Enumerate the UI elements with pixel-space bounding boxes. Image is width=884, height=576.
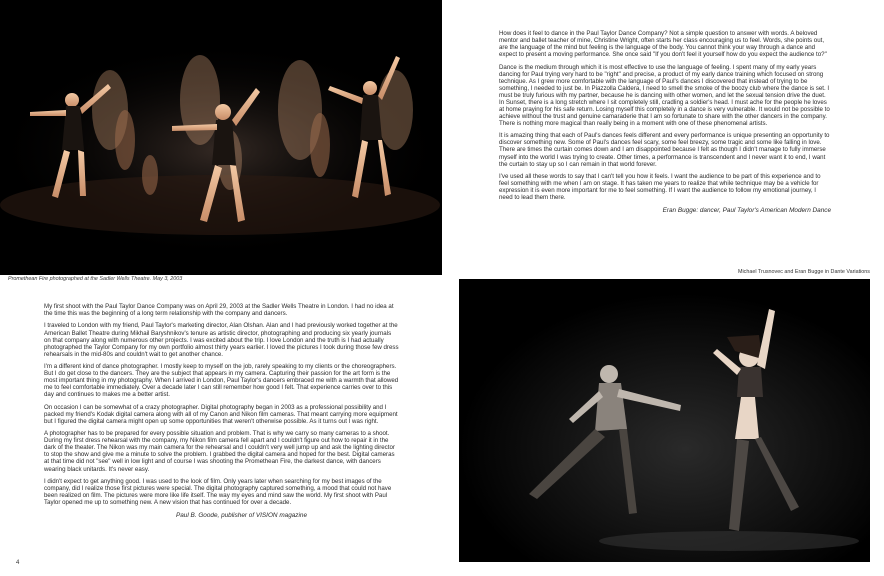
essay-paragraph: Dance is the medium through which it is most effective to use the language of feeling. I spent many of my early years dancing for Paul trying very hard to be "right" and precise, a product of my early dance training which focused on strong technique. As I grew more comfortable with the language of Paul's dances I discovered that instead of trying to be something, I needed to just be. In Piazzolla Caldera, I need to smell the smoke of the boozy club where the dance is set. I must be truly furious with my partner, because he is dancing with other women, and let the sexual tension drive the duet. In Sunset, there is a long stretch where I sit completely still, cradling a soldier's head. I must ache for the people he loves at home praying for his safe return. Losing myself this completely in a dance is very vulnerable. It would not be possible to achieve without the trust and genuine camaraderie that I am so fortunate to share with the other dancers in the company. There is nothing more magical than really being in a moment with one of these phenomenal artists.: [499, 63, 830, 127]
dancer-signature: Eran Bugge: dancer, Paul Taylor's American Modern Dance: [662, 206, 831, 214]
essay-paragraph: I didn't expect to get anything good. I was used to the look of film. Only years later when searching for my best images of the company, did I realize those first pictures were special. The digital photography captured something, a mood that could not have been realized on film. The pictures were more like life itself. The way my eyes and mind saw the world. My first shoot with Paul Taylor opened me up to something new. A new vision that has continued for over a decade.: [44, 477, 392, 507]
dancers-image: [0, 0, 442, 275]
duet-image: [459, 279, 870, 562]
essay-paragraph: On occasion I can be somewhat of a crazy photographer. Digital photography began in 2003 as a professional possibility and I packed my friend's Kodak digital camera along with all of my Canon and Nikon film cameras. That meant carrying more equipment but I figured the digital camera might open up some opportunities that weren't otherwise possible. As it turns out I was right.: [44, 403, 398, 425]
essay-paragraph: My first shoot with the Paul Taylor Dance Company was on April 29, 2003 at the Sadler Wells Theatre in London. I had no idea at the time this was the beginning of a long term relationship with the company and dancers.: [44, 303, 394, 318]
essay-paragraph: I'm a different kind of dance photographer. I mostly keep to myself on the job, rarely speaking to my clients or the choreographers. But I do get close to the dancers. They are the subject that appears in my camera. Capturing their passion for the art form is the most important thing in my photography. When I arrived in London, Paul Taylor's dancers embraced me with a warmth that allowed me to feel comfortable immediately. Over a decade later I can still remember how good I felt. That experience carries over to this day and continues to makes me a better artist.: [44, 363, 399, 399]
dante-variations-photo: [459, 279, 870, 562]
photo-caption-bottom: Michael Trusnovec and Eran Bugge in Dante Variations: [737, 269, 870, 275]
photographer-signature: Paul B. Goode, publisher of VISION magazine: [175, 511, 308, 519]
essay-paragraph: I've used all these words to say that I can't tell you how it feels. I want the audience to be part of this experience and to feel something with me when I am on stage. It has taken me years to realize that while technique may be a vehicle for expression it is even more important for me to feel something. If I want the audience to follow my emotional journey, I need to lead them there.: [499, 173, 821, 202]
page-number: 4: [16, 560, 20, 566]
essay-paragraph: How does it feel to dance in the Paul Taylor Dance Company? Not a simple question to answer with words. A beloved mentor and ballet teacher of mine, Christine Wright, often starts her class encouraging us to feel. Words, she points out, are the language of the mind but feeling is the language of the body. You cannot think your way through a dance and expect to present a moving performance. She once said "If you don't feel it yourself how do you expect the audience to?": [499, 30, 827, 59]
promethean-fire-photo: [0, 0, 442, 275]
essay-paragraph: A photographer has to be prepared for every possible situation and problem. That is why we carry so many cameras to a shoot. During my first dress rehearsal with the company, my Nikon film camera fell apart and I couldn't figure out how to repair it in the dark of the theater. The Nikon was my main camera for the rehearsal and I couldn't very well jump up and ask the lighting director to stop the show and give me a minute to solve the problem. I grabbed the digital camera and hoped for the best. Digital cameras at that time did not "see" well in low light and of course I was shooting the Promethean Fire, the darkest dance, with dancers wearing black unitards. It's never easy.: [44, 430, 395, 473]
photographer-essay: [44, 303, 399, 524]
essay-paragraph: It is amazing thing that each of Paul's dances feels different and every performance is unique presenting an opportunity to discover something new. Some of Paul's dances feel scary, some feel breezy, some tragic and some like falling in love. There are times the curtain comes down and I am disappointed because I felt as though I didn't manage to fully immerse myself into the world I was trying to create. Other times, a performance is transcendent and I never want it to end, I want the curtain to stay up so I can remain in that world forever.: [499, 132, 830, 168]
photo-caption-top: Promethean Fire photographed at the Sadler Wells Theatre. May 3, 2003: [8, 276, 183, 282]
essay-paragraph: I traveled to London with my friend, Paul Taylor's marketing director, Alan Olshan. Alan and I had previously worked together at the American Ballet Theatre during Mikhail Baryshnikov's tenure as artistic director, photographing and producing six yearly journals on that company along with numerous other projects. I was excited about the trip. I love London and the truth is I had actually photographed the Taylor Company for my own portfolio almost thirty years earlier. I loved the pictures I took during those few dress rehearsals in the mid-80s and couldn't wait to get another chance.: [44, 322, 399, 358]
dancer-essay: [499, 30, 831, 219]
